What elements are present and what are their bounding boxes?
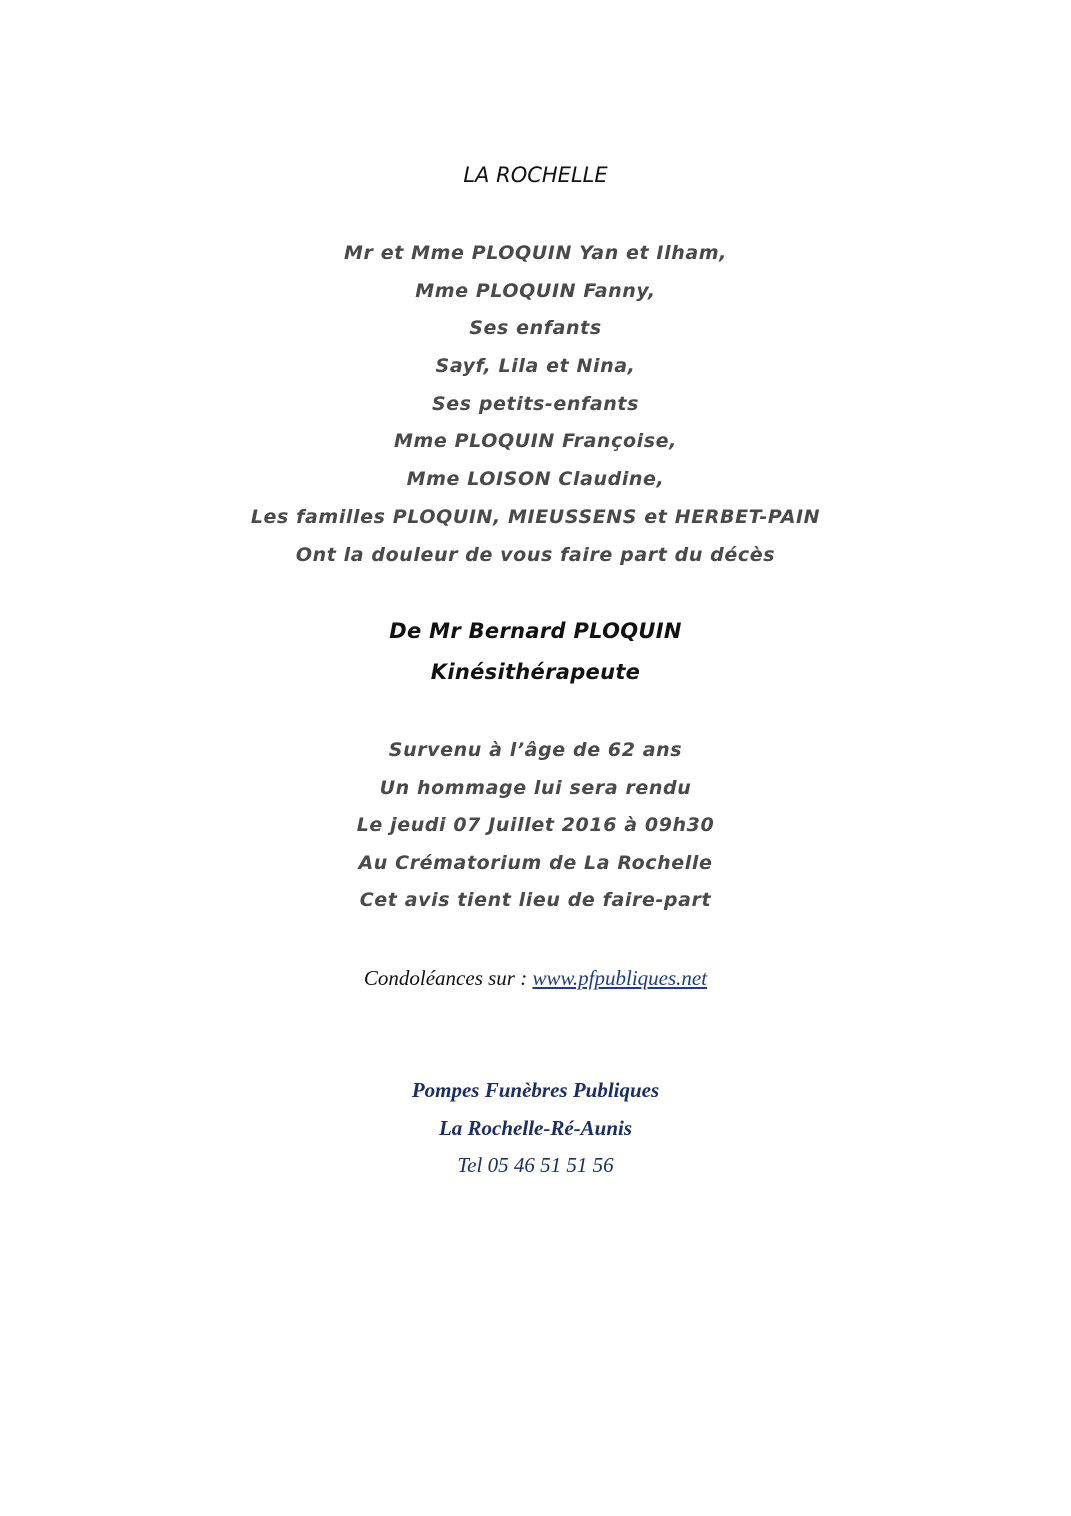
family-line: Ses enfants — [469, 317, 602, 339]
ceremony-line: Le jeudi 07 Juillet 2016 à 09h30 — [356, 814, 715, 836]
family-line: Les familles PLOQUIN, MIEUSSENS et HERBET-PAIN — [250, 506, 821, 528]
family-line: Ont la douleur de vous faire part du décès — [295, 544, 776, 566]
family-line: Mr et Mme PLOQUIN Yan et Ilham, — [344, 242, 727, 264]
condolences-line — [0, 966, 1071, 991]
company-location: La Rochelle-Ré-Aunis — [438, 1116, 633, 1140]
company-phone: Tel 05 46 51 51 56 — [457, 1153, 614, 1177]
condolences-link[interactable]: www.pfpubliques.net — [532, 966, 708, 990]
family-line: Sayf, Lila et Nina, — [435, 355, 636, 377]
condolences-label: Condoléances sur : — [363, 966, 533, 990]
deceased-profession: Kinésithérapeute — [430, 660, 641, 684]
ceremony-line: Au Crématorium de La Rochelle — [358, 852, 713, 874]
ceremony-line: Survenu à l’âge de 62 ans — [388, 739, 683, 761]
family-line: Ses petits-enfants — [431, 393, 640, 415]
family-line: Mme LOISON Claudine, — [406, 468, 665, 490]
ceremony-line: Cet avis tient lieu de faire-part — [359, 889, 712, 911]
deceased-name: De Mr Bernard PLOQUIN — [389, 619, 682, 643]
company-name: Pompes Funèbres Publiques — [411, 1078, 660, 1102]
city-heading: LA ROCHELLE — [463, 163, 608, 187]
family-line: Mme PLOQUIN Françoise, — [394, 430, 677, 452]
family-line: Mme PLOQUIN Fanny, — [415, 280, 656, 302]
ceremony-line: Un hommage lui sera rendu — [379, 777, 692, 799]
